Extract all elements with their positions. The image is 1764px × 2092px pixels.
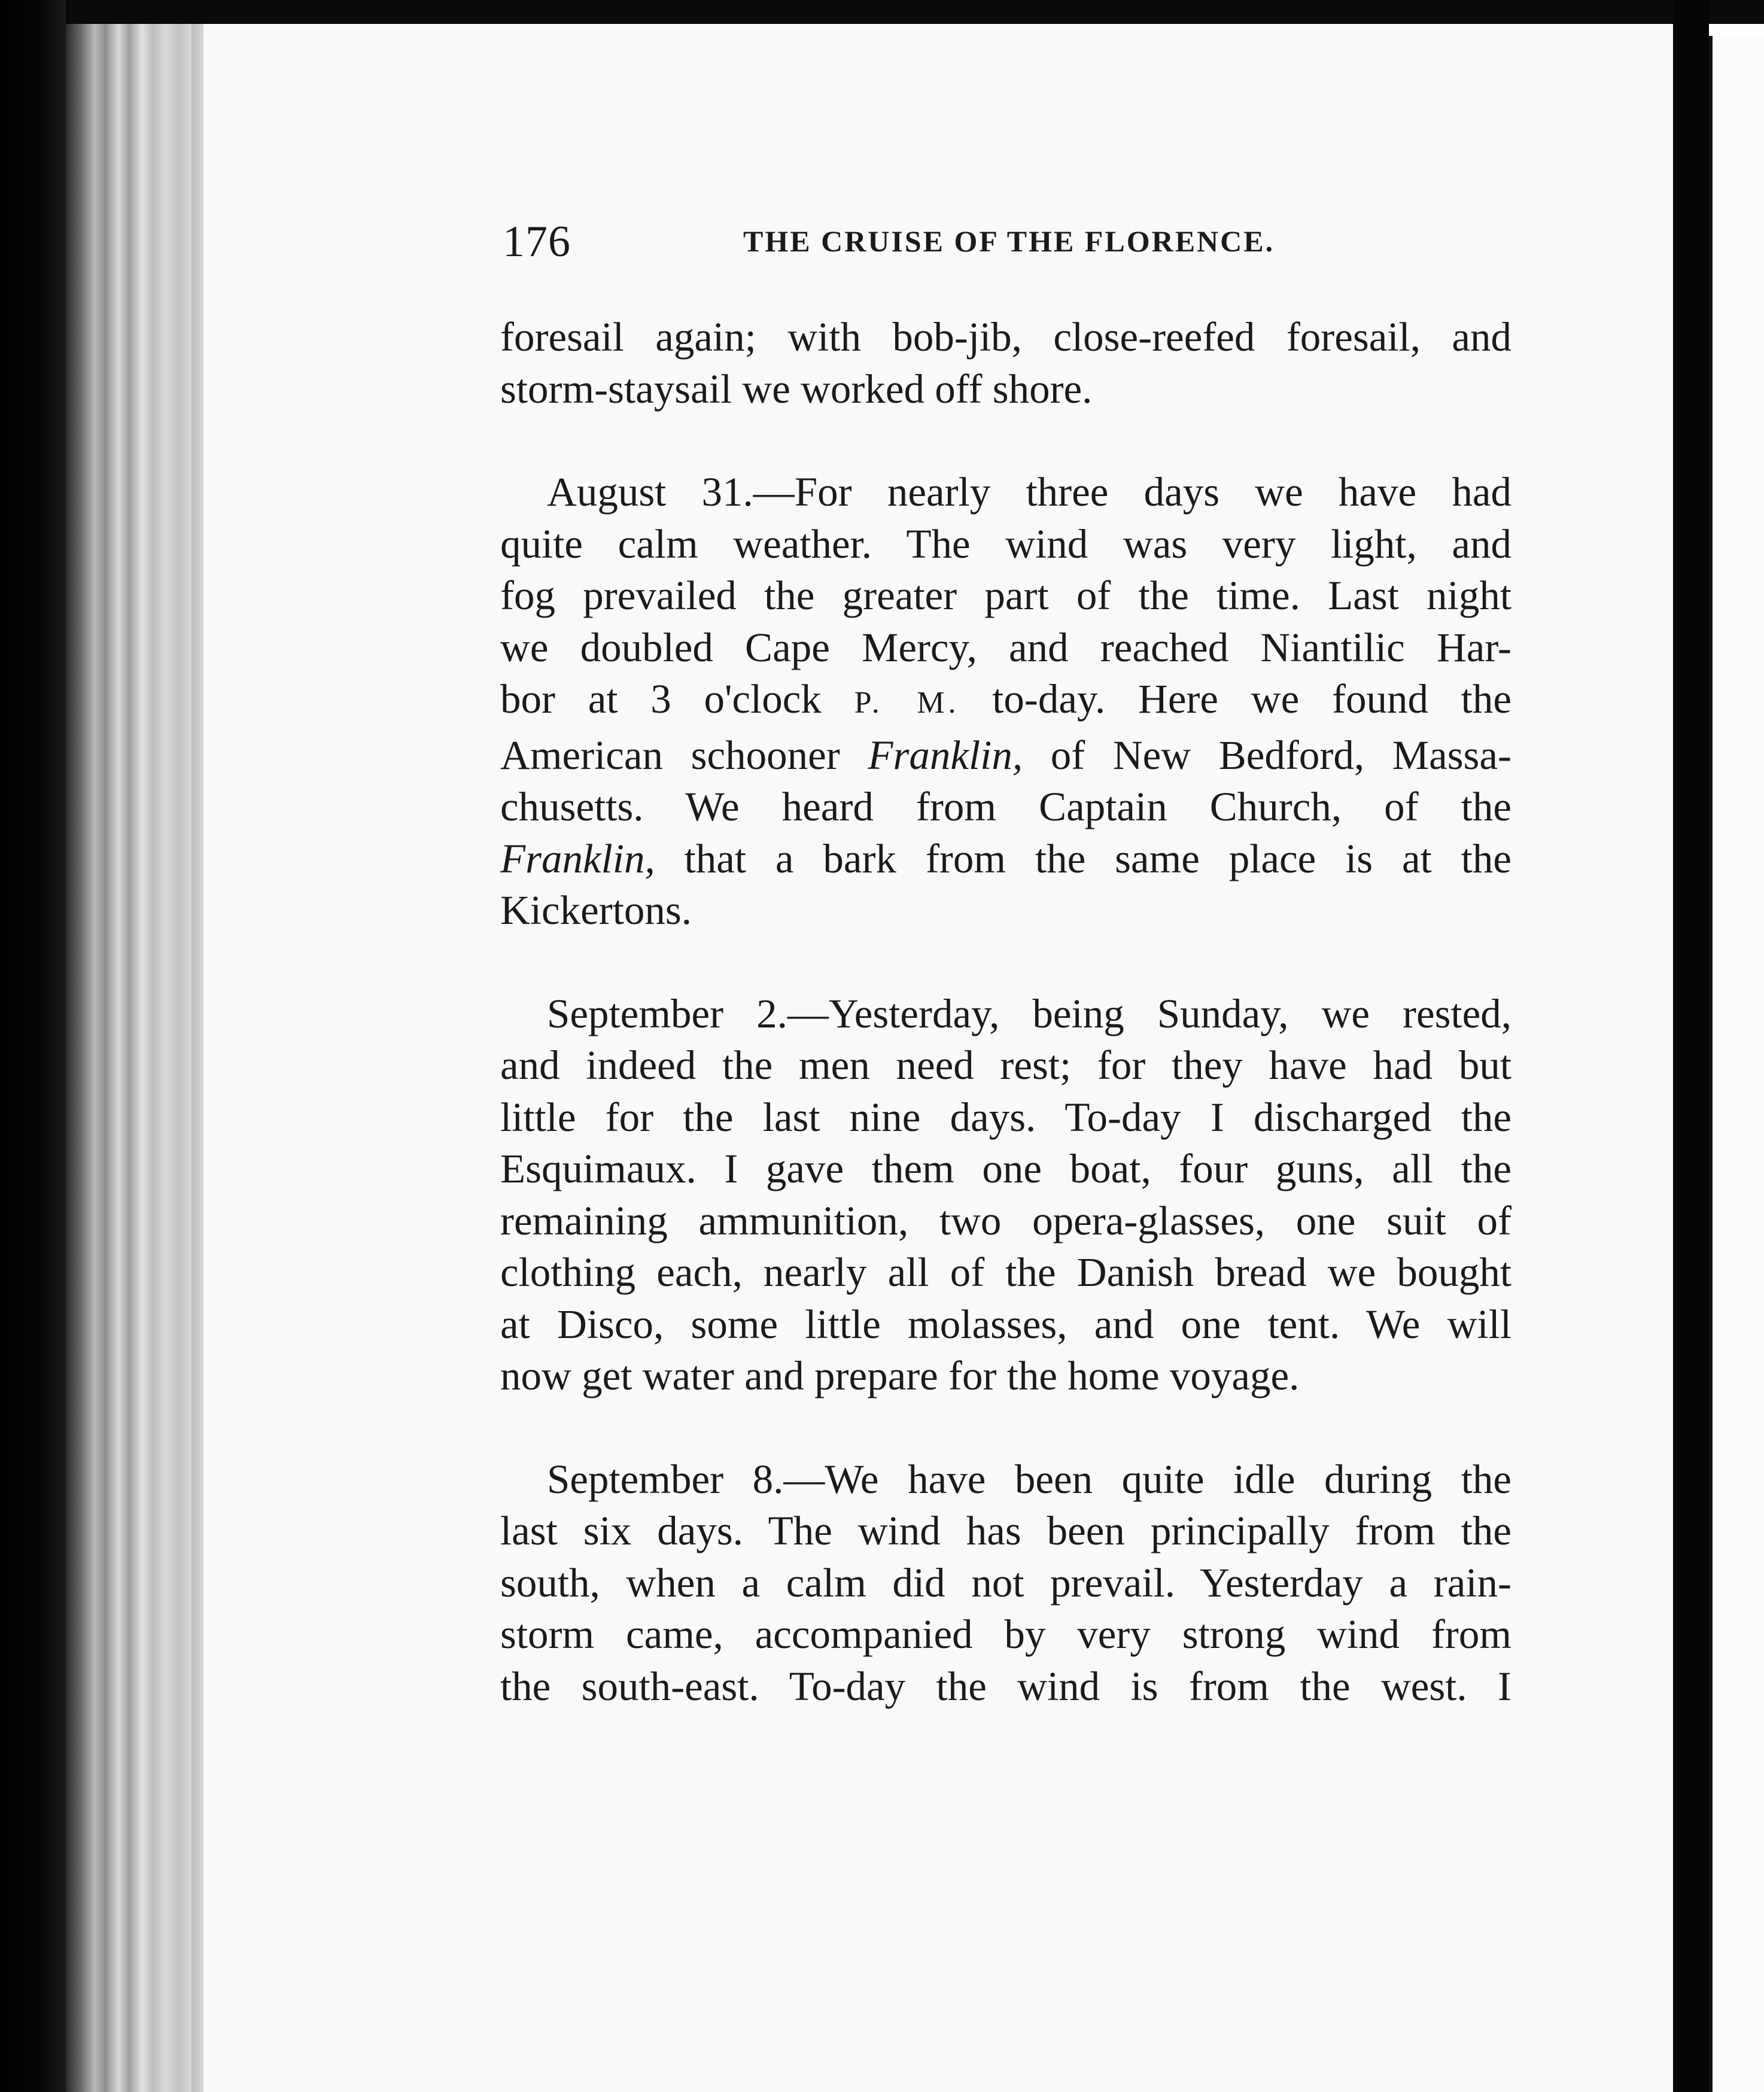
text-line: south, when a calm did not prevail. Yesterday a rain- (500, 1559, 1511, 1606)
text-line: little for the last nine days. To-day I discharged the (500, 1094, 1511, 1140)
text-line: American schooner Franklin, of New Bedford, Massa- (500, 732, 1512, 778)
ship-name: Franklin, (500, 835, 655, 881)
text-line: quite calm weather. The wind was very light, and (500, 521, 1511, 567)
page-header (503, 217, 1514, 282)
ship-name: Franklin, (868, 732, 1023, 778)
text-line: remaining ammunition, two opera-glasses, one suit of (500, 1197, 1511, 1243)
text-line: September 2.—Yesterday, being Sunday, we rested, (547, 990, 1511, 1036)
text-line: now get water and prepare for the home voyage. (500, 1353, 1300, 1398)
body-text (500, 311, 1511, 1712)
text-line: the south-east. To-day the wind is from the west. I (500, 1663, 1511, 1709)
text-line: September 8.—We have been quite idle during the (547, 1456, 1511, 1502)
paragraph-august-31 (500, 466, 1511, 936)
paragraph-september-8 (500, 1454, 1511, 1713)
scan-left-edge (0, 0, 66, 2092)
text-line: Franklin, that a bark from the same place is at the (500, 835, 1511, 881)
text-line: at Disco, some little molasses, and one tent. We will (500, 1301, 1511, 1347)
text-line: bor at 3 o'clock P. M. to-day. Here we found the (500, 676, 1511, 722)
text-line: August 31.—For nearly three days we have had (547, 469, 1511, 515)
facing-page-sliver (1709, 36, 1764, 2092)
text-line: we doubled Cape Mercy, and reached Niantilic Har- (500, 624, 1511, 670)
text-line: chusetts. We heard from Captain Church, of the (500, 784, 1511, 829)
text-line: foresail again; with bob-jib, close-reefed foresail, and (500, 314, 1511, 360)
text-line: last six days. The wind has been principally from the (500, 1508, 1511, 1553)
scan-top-edge (0, 0, 1764, 24)
text-line: fog prevailed the greater part of the time. Last night (500, 573, 1511, 618)
text-line: and indeed the men need rest; for they have had but (500, 1042, 1511, 1088)
page-number: 176 (503, 217, 571, 266)
text-line: storm came, accompanied by very strong wind from (500, 1611, 1511, 1657)
small-caps-pm: P. M. (854, 686, 960, 720)
paragraph-september-2 (500, 988, 1511, 1402)
text-line: storm-staysail we worked off shore. (500, 366, 1093, 412)
book-page-edges (66, 24, 197, 2092)
text-line: Esquimaux. I gave them one boat, four guns, all the (500, 1146, 1511, 1191)
text-line: clothing each, nearly all of the Danish bread we bought (500, 1249, 1511, 1295)
text-line: Kickertons. (500, 887, 692, 933)
paragraph-continuation (500, 311, 1511, 415)
scan-right-edge (1673, 0, 1709, 2092)
running-head: THE CRUISE OF THE FLORENCE. (743, 224, 1275, 258)
